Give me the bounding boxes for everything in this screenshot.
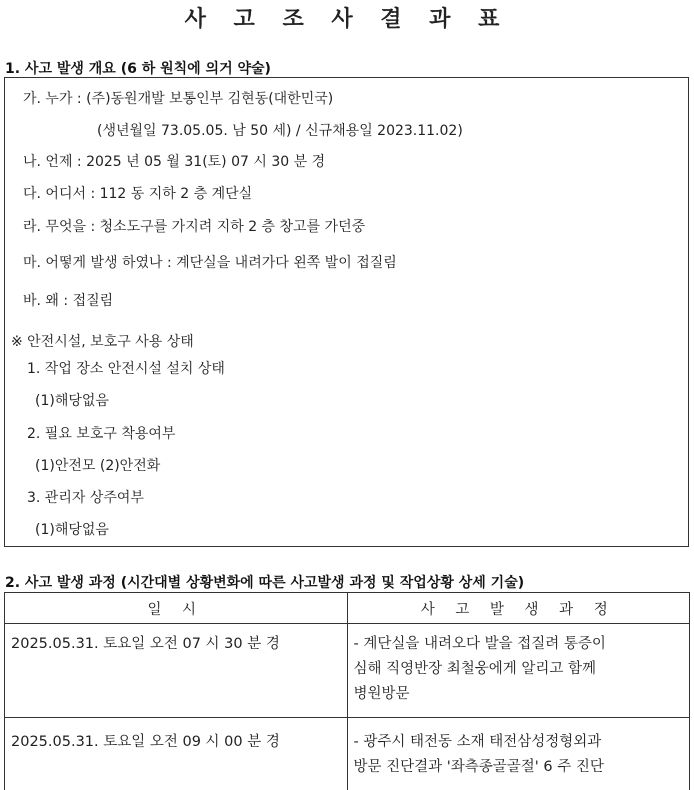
overview-box <box>4 77 689 547</box>
who-line: 가. 누가 : (주)동원개발 보통인부 김현동(대한민국) <box>23 88 333 108</box>
process-line: 심해 직영반장 최철웅에게 알리고 함께 <box>354 657 682 682</box>
safety-item-2-value: (1)안전모 (2)안전화 <box>35 455 160 475</box>
process-line: 병원방문 <box>354 682 682 707</box>
safety-item-1: 1. 작업 장소 안전시설 설치 상태 <box>27 358 225 378</box>
why-line: 바. 왜 : 접질림 <box>23 290 113 310</box>
col-header-time: 일 시 <box>5 593 348 624</box>
row-time: 2025.05.31. 토요일 오전 09 시 00 분 경 <box>5 718 348 790</box>
row-process <box>347 718 690 790</box>
process-table <box>4 592 690 790</box>
table-row <box>5 718 690 790</box>
when-line: 나. 언제 : 2025 년 05 월 31(토) 07 시 30 분 경 <box>23 151 325 171</box>
where-line: 다. 어디서 : 112 동 지하 2 층 계단실 <box>23 183 252 203</box>
row-process <box>347 624 690 718</box>
safety-item-1-value: (1)해당없음 <box>35 390 109 410</box>
section2-heading: 2. 사고 발생 과정 (시간대별 상황변화에 따른 사고발생 과정 및 작업상황 상세 기술) <box>5 572 524 592</box>
safety-item-2: 2. 필요 보호구 착용여부 <box>27 423 175 443</box>
document-title: 사 고 조 사 결 과 표 <box>0 2 694 33</box>
safety-item-3: 3. 관리자 상주여부 <box>27 487 144 507</box>
safety-item-3-value: (1)해당없음 <box>35 519 109 539</box>
table-row <box>5 624 690 718</box>
process-line: - 광주시 태전동 소재 태전삼성정형외과 <box>354 730 682 755</box>
table-header-row <box>5 593 690 624</box>
who-detail-line: (생년월일 73.05.05. 남 50 세) / 신규채용일 2023.11.02) <box>97 120 463 140</box>
how-line: 마. 어떻게 발생 하였나 : 계단실을 내려가다 왼쪽 발이 접질림 <box>23 252 397 272</box>
col-header-process: 사 고 발 생 과 정 <box>347 593 690 624</box>
row-time: 2025.05.31. 토요일 오전 07 시 30 분 경 <box>5 624 348 718</box>
process-line: 방문 진단결과 '좌측종골골절' 6 주 진단 <box>354 755 682 780</box>
what-line: 라. 무엇을 : 청소도구를 가지려 지하 2 층 창고를 가던중 <box>23 216 365 236</box>
safety-heading: ※ 안전시설, 보호구 사용 상태 <box>11 331 194 351</box>
process-line: - 계단실을 내려오다 발을 접질려 통증이 <box>354 632 682 657</box>
section1-heading: 1. 사고 발생 개요 (6 하 원칙에 의거 약술) <box>5 58 271 78</box>
